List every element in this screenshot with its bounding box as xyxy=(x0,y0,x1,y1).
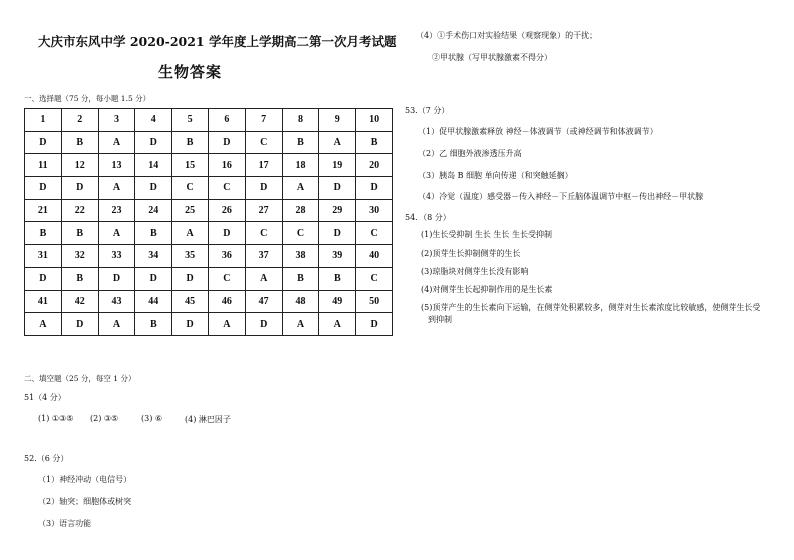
question-number-cell: 42 xyxy=(61,290,98,313)
answer-cell: B xyxy=(172,131,209,154)
answer-cell: D xyxy=(61,177,98,200)
answer-cell: D xyxy=(172,267,209,290)
question-number-cell: 21 xyxy=(25,199,62,222)
q52-label: 52.（6 分） xyxy=(24,454,69,463)
question-number-cell: 29 xyxy=(319,199,356,222)
table-row-question-numbers xyxy=(25,154,393,177)
answer-cell: A xyxy=(98,131,135,154)
question-number-cell: 37 xyxy=(245,245,282,268)
question-number-cell: 32 xyxy=(61,245,98,268)
answer-cell: A xyxy=(245,267,282,290)
question-number-cell: 44 xyxy=(135,290,172,313)
question-number-cell: 30 xyxy=(356,199,393,222)
question-number-cell: 28 xyxy=(282,199,319,222)
question-number-cell: 24 xyxy=(135,199,172,222)
question-number-cell: 41 xyxy=(25,290,62,313)
question-number-cell: 26 xyxy=(208,199,245,222)
q52-answer-4b: ②甲状腺（写甲状腺激素不得分） xyxy=(432,53,552,62)
answer-cell: B xyxy=(319,267,356,290)
table-row-question-numbers xyxy=(25,245,393,268)
question-number-cell: 18 xyxy=(282,154,319,177)
answer-cell: C xyxy=(172,177,209,200)
question-number-cell: 17 xyxy=(245,154,282,177)
answer-cell: D xyxy=(356,313,393,336)
question-number-cell: 31 xyxy=(25,245,62,268)
question-number-cell: 38 xyxy=(282,245,319,268)
question-number-cell: 22 xyxy=(61,199,98,222)
answer-cell: A xyxy=(208,313,245,336)
answer-cell: A xyxy=(98,177,135,200)
answer-cell: D xyxy=(245,313,282,336)
answer-cell: B xyxy=(61,131,98,154)
question-number-cell: 47 xyxy=(245,290,282,313)
question-number-cell: 10 xyxy=(356,109,393,132)
answer-cell: C xyxy=(245,222,282,245)
question-number-cell: 34 xyxy=(135,245,172,268)
answer-cell: C xyxy=(282,222,319,245)
answer-cell: C xyxy=(208,267,245,290)
q51-answer-4: (4) 淋巴因子 xyxy=(185,415,231,424)
table-row-question-numbers xyxy=(25,199,393,222)
question-number-cell: 12 xyxy=(61,154,98,177)
answer-cell: D xyxy=(172,313,209,336)
q52-answer-4a: （4）①手术伤口对实验结果（观察现象）的干扰； xyxy=(416,31,598,40)
answer-table xyxy=(24,108,393,336)
q53-label: 53.（7 分） xyxy=(405,106,450,115)
question-number-cell: 45 xyxy=(172,290,209,313)
page-title: 生物答案 xyxy=(158,63,223,81)
answer-cell: D xyxy=(208,222,245,245)
table-row-answers xyxy=(25,177,393,200)
answer-cell: A xyxy=(98,222,135,245)
q54-answer-5: (5)顶芽产生的生长素向下运输，在侧芽处积累较多，侧芽对生长素浓度比较敏感，使侧芽生长受 xyxy=(421,303,761,312)
question-number-cell: 49 xyxy=(319,290,356,313)
question-number-cell: 33 xyxy=(98,245,135,268)
question-number-cell: 8 xyxy=(282,109,319,132)
answer-cell: B xyxy=(25,222,62,245)
q52-answer-1: （1）神经冲动（电信号） xyxy=(38,475,132,484)
answer-cell: C xyxy=(356,222,393,245)
question-number-cell: 4 xyxy=(135,109,172,132)
q53-answer-3: （3）胰岛 B 细胞 单向传递（和突触延搁） xyxy=(418,171,573,180)
answer-cell: A xyxy=(98,313,135,336)
q53-answer-2: （2）乙 细胞外液渗透压升高 xyxy=(418,149,522,158)
q53-answer-1: （1）促甲状腺激素释放 神经－体液调节（或神经调节和体液调节） xyxy=(418,127,658,136)
table-row-answers xyxy=(25,131,393,154)
section-heading-fill: 二、填空题（25 分，每空 1 分） xyxy=(24,374,136,383)
q53-answer-4: （4）冷觉（温度）感受器－传入神经－下丘脑体温调节中枢－传出神经－甲状腺 xyxy=(418,192,704,201)
question-number-cell: 15 xyxy=(172,154,209,177)
q51-answer-2: (2) ③⑤ xyxy=(90,414,119,423)
question-number-cell: 35 xyxy=(172,245,209,268)
q54-answer-1: (1)生长受抑制 生长 生长 生长受抑制 xyxy=(421,230,552,239)
table-row-question-numbers xyxy=(25,290,393,313)
answer-cell: B xyxy=(61,222,98,245)
question-number-cell: 43 xyxy=(98,290,135,313)
answer-cell: A xyxy=(282,313,319,336)
exam-title: 大庆市东风中学 2020-2021 学年度上学期高二第一次月考试题 xyxy=(38,34,397,49)
table-row-answers xyxy=(25,267,393,290)
q54-label: 54．（8 分） xyxy=(405,213,451,222)
question-number-cell: 13 xyxy=(98,154,135,177)
question-number-cell: 19 xyxy=(319,154,356,177)
answer-cell: D xyxy=(135,267,172,290)
question-number-cell: 5 xyxy=(172,109,209,132)
answer-cell: B xyxy=(61,267,98,290)
question-number-cell: 16 xyxy=(208,154,245,177)
question-number-cell: 9 xyxy=(319,109,356,132)
question-number-cell: 23 xyxy=(98,199,135,222)
question-number-cell: 11 xyxy=(25,154,62,177)
answer-cell: B xyxy=(282,131,319,154)
question-number-cell: 36 xyxy=(208,245,245,268)
answer-cell: D xyxy=(135,177,172,200)
question-number-cell: 50 xyxy=(356,290,393,313)
answer-cell: B xyxy=(135,222,172,245)
answer-cell: D xyxy=(25,267,62,290)
q51-answer-3: (3) ⑥ xyxy=(141,414,163,423)
question-number-cell: 6 xyxy=(208,109,245,132)
table-row-answers xyxy=(25,222,393,245)
answer-cell: C xyxy=(208,177,245,200)
question-number-cell: 40 xyxy=(356,245,393,268)
answer-cell: B xyxy=(356,131,393,154)
answer-cell: D xyxy=(245,177,282,200)
question-number-cell: 39 xyxy=(319,245,356,268)
answer-cell: C xyxy=(356,267,393,290)
question-number-cell: 27 xyxy=(245,199,282,222)
answer-cell: A xyxy=(282,177,319,200)
answer-cell: D xyxy=(208,131,245,154)
answer-cell: D xyxy=(319,177,356,200)
answer-cell: A xyxy=(319,313,356,336)
question-number-cell: 2 xyxy=(61,109,98,132)
answer-cell: D xyxy=(356,177,393,200)
question-number-cell: 1 xyxy=(25,109,62,132)
answer-cell: D xyxy=(319,222,356,245)
question-number-cell: 46 xyxy=(208,290,245,313)
answer-cell: A xyxy=(172,222,209,245)
section-heading-choice: 一、选择题（75 分，每小题 1.5 分） xyxy=(24,94,151,103)
answer-cell: B xyxy=(282,267,319,290)
q51-label: 51（4 分） xyxy=(24,393,66,402)
q51-answer-1: (1) ①③⑤ xyxy=(38,414,74,423)
q54-answer-4: (4)对侧芽生长起抑制作用的是生长素 xyxy=(421,285,553,294)
q54-answer-3: (3)琼脂块对侧芽生长没有影响 xyxy=(421,267,529,276)
q54-answer-5b: 到抑制 xyxy=(428,315,452,324)
question-number-cell: 20 xyxy=(356,154,393,177)
question-number-cell: 48 xyxy=(282,290,319,313)
question-number-cell: 3 xyxy=(98,109,135,132)
answer-cell: D xyxy=(61,313,98,336)
table-row-question-numbers xyxy=(25,109,393,132)
question-number-cell: 25 xyxy=(172,199,209,222)
answer-cell: A xyxy=(319,131,356,154)
q52-answer-2: （2）轴突；细胞体或树突 xyxy=(38,497,132,506)
answer-cell: C xyxy=(245,131,282,154)
answer-cell: A xyxy=(25,313,62,336)
answer-cell: B xyxy=(135,313,172,336)
table-row-answers xyxy=(25,313,393,336)
question-number-cell: 14 xyxy=(135,154,172,177)
answer-cell: D xyxy=(25,177,62,200)
question-number-cell: 7 xyxy=(245,109,282,132)
answer-cell: D xyxy=(135,131,172,154)
q52-answer-3: （3）语言功能 xyxy=(38,519,92,528)
answer-cell: D xyxy=(25,131,62,154)
answer-cell: D xyxy=(98,267,135,290)
q54-answer-2: (2)顶芽生长抑制侧芽的生长 xyxy=(421,249,521,258)
